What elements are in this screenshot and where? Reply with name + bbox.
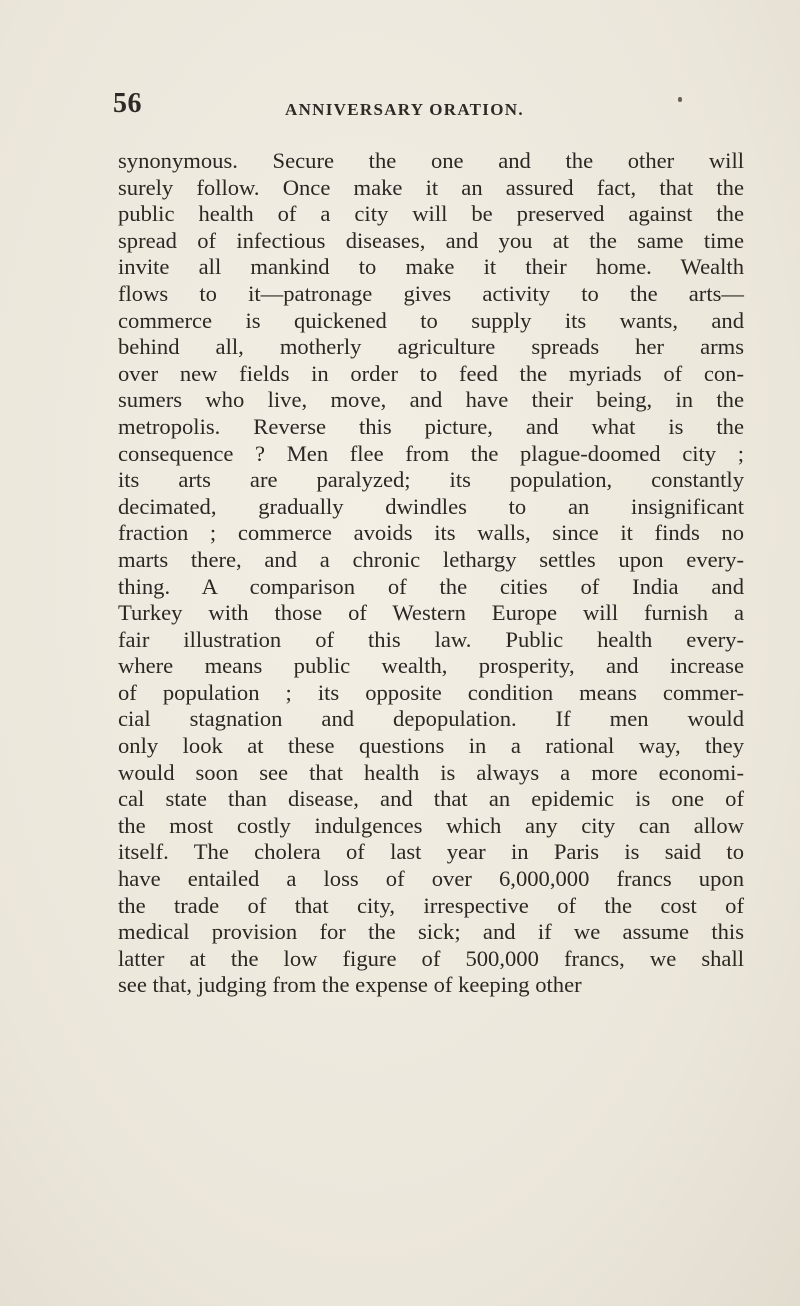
text-line: sumers who live, move, and have their being, in the <box>118 387 744 413</box>
running-head: ANNIVERSARY ORATION. <box>285 100 524 119</box>
text-line: itself. The cholera of last year in Paris is said to <box>118 839 744 865</box>
text-line: would soon see that health is always a more economi- <box>118 759 744 785</box>
text-line: decimated, gradually dwindles to an insignificant <box>118 493 744 519</box>
text-line: Turkey with those of Western Europe will furnish a <box>118 600 744 626</box>
text-line: spread of infectious diseases, and you at the same time <box>118 227 744 253</box>
text-line: fraction ; commerce avoids its walls, since it finds no <box>118 520 744 546</box>
text-line: only look at these questions in a rational way, they <box>118 733 744 759</box>
text-line: flows to it—patronage gives activity to the arts— <box>118 280 744 306</box>
body-paragraph <box>118 148 744 999</box>
text-line: behind all, motherly agriculture spreads her arms <box>118 334 744 360</box>
text-line: over new fields in order to feed the myriads of con- <box>118 360 744 386</box>
text-line: latter at the low figure of 500,000 francs, we shall <box>118 945 744 971</box>
text-line: commerce is quickened to supply its wants, and <box>118 307 744 333</box>
text-line: cial stagnation and depopulation. If men would <box>118 706 744 732</box>
text-line: the trade of that city, irrespective of the cost of <box>118 892 744 918</box>
page-header <box>113 88 703 128</box>
text-line: of population ; its opposite condition means commer- <box>118 679 744 705</box>
text-line: cal state than disease, and that an epidemic is one of <box>118 786 744 812</box>
text-line: the most costly indulgences which any city can allow <box>118 812 744 838</box>
text-line: fair illustration of this law. Public health every- <box>118 626 744 652</box>
text-line: medical provision for the sick; and if we assume this <box>118 919 744 945</box>
text-line: synonymous. Secure the one and the other will <box>118 148 744 173</box>
ink-speck <box>678 97 682 102</box>
text-line: metropolis. Reverse this picture, and what is the <box>118 413 744 439</box>
text-line: its arts are paralyzed; its population, constantly <box>118 467 744 493</box>
page-number: 56 <box>113 88 142 119</box>
text-line: have entailed a loss of over 6,000,000 francs upon <box>118 866 744 892</box>
text-line: surely follow. Once make it an assured fact, that the <box>118 174 744 200</box>
text-line: see that, judging from the expense of keeping other <box>118 972 582 998</box>
text-line: thing. A comparison of the cities of India and <box>118 573 744 599</box>
text-line: consequence ? Men flee from the plague-doomed city ; <box>118 440 744 466</box>
text-line: invite all mankind to make it their home. Wealth <box>118 254 744 280</box>
text-line: public health of a city will be preserved against the <box>118 201 744 227</box>
text-line: where means public wealth, prosperity, and increase <box>118 653 744 679</box>
text-line: marts there, and a chronic lethargy settles upon every- <box>118 546 744 572</box>
